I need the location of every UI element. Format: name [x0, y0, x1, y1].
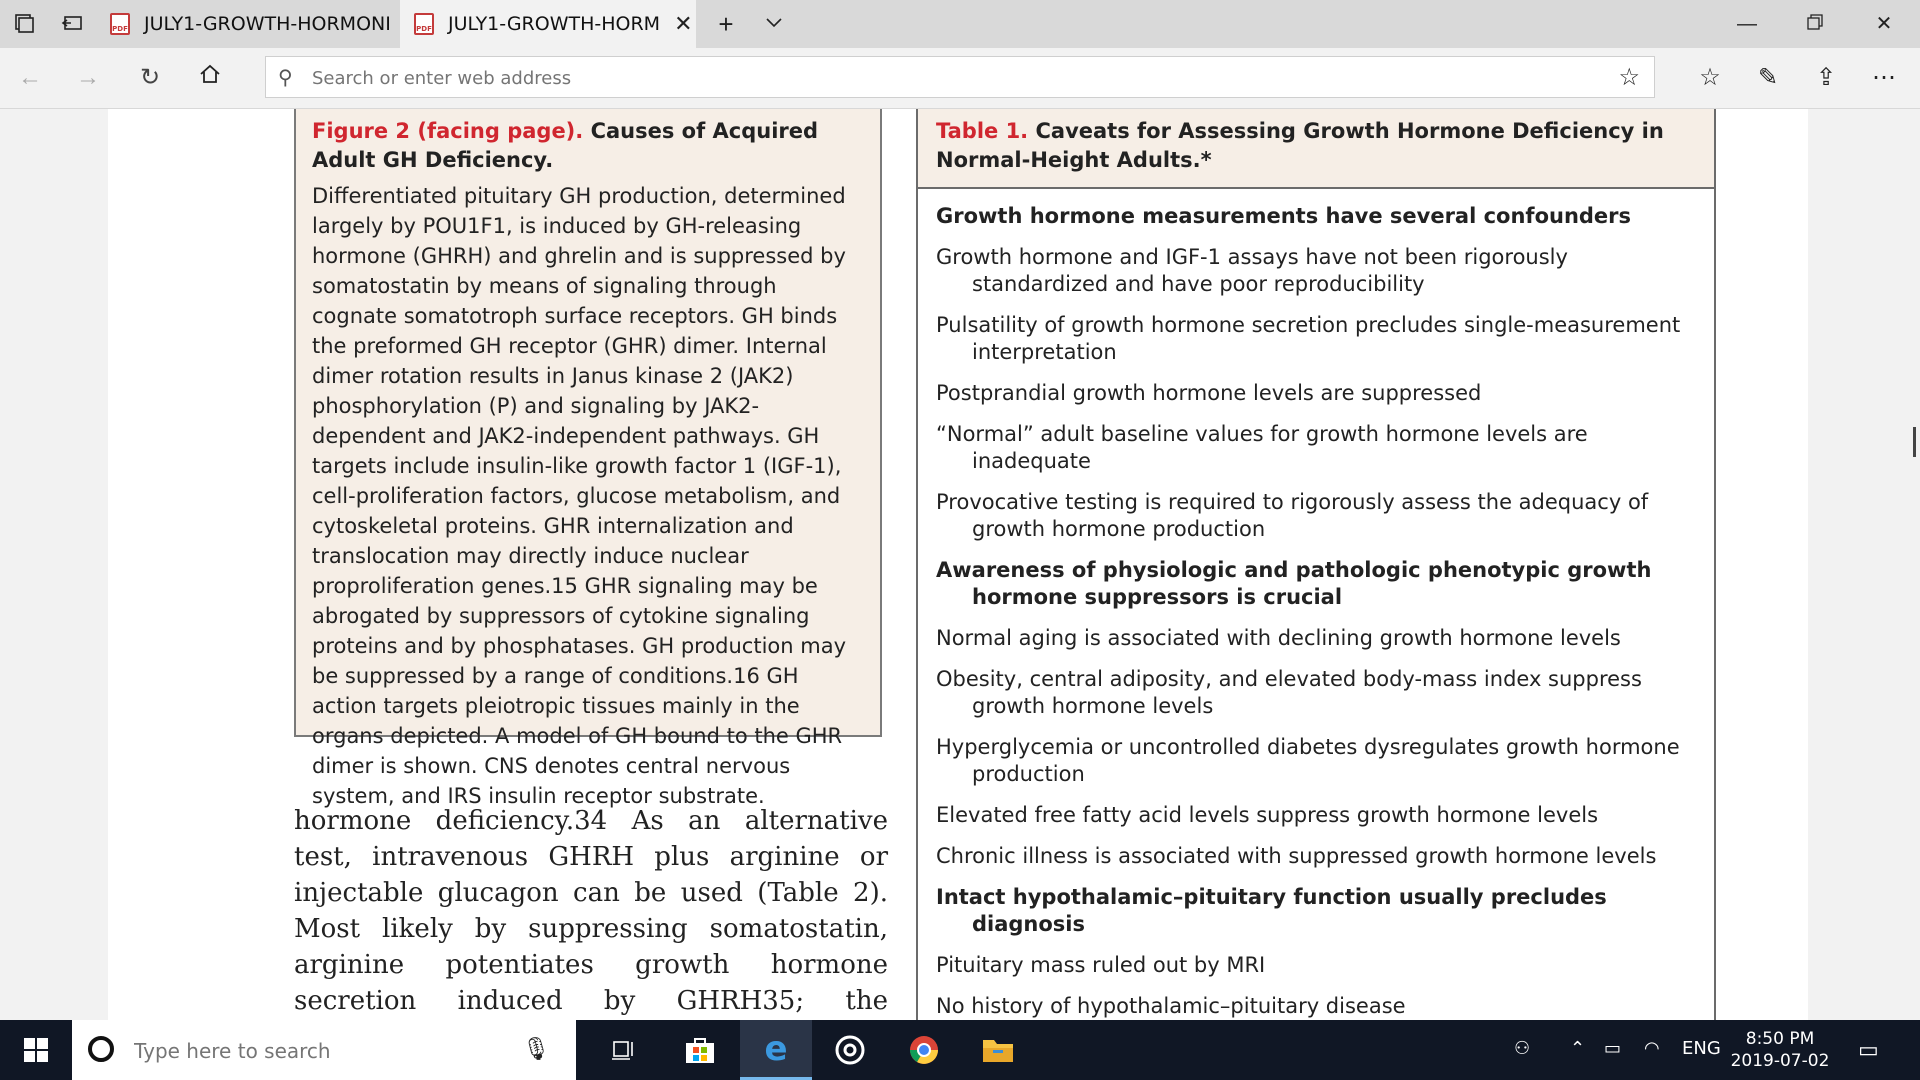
- table-row: Hyperglycemia or uncontrolled diabetes dysregulates growth hormone production: [936, 735, 1680, 786]
- cortana-icon: [88, 1036, 114, 1062]
- share-icon[interactable]: ⇪: [1815, 64, 1837, 91]
- microphone-icon[interactable]: 🎙: [522, 1036, 550, 1061]
- new-tab-icon[interactable]: +: [718, 9, 734, 39]
- tab-bar: [0, 0, 1920, 48]
- table-row: Normal aging is associated with declining growth hormone levels: [936, 626, 1621, 650]
- minimize-button[interactable]: —: [1737, 13, 1757, 35]
- table-row: Pituitary mass ruled out by MRI: [936, 953, 1266, 977]
- notification-icon[interactable]: ▭: [1858, 1038, 1879, 1063]
- taskbar: [0, 1020, 1920, 1080]
- taskbar-search-input[interactable]: [132, 1036, 516, 1066]
- close-tab-icon[interactable]: ✕: [674, 11, 693, 37]
- table-body: [918, 189, 1714, 1020]
- clock-date: 2019-07-02: [1730, 1051, 1830, 1071]
- battery-icon[interactable]: ▭: [1604, 1038, 1622, 1059]
- pdf-icon: PDF: [110, 13, 130, 35]
- edge-browser-icon[interactable]: e: [740, 1020, 812, 1080]
- table-row: Provocative testing is required to rigorously assess the adequacy of growth hormone production: [936, 490, 1649, 541]
- back-arrow-icon[interactable]: ←: [18, 64, 42, 91]
- language-indicator[interactable]: ENG: [1682, 1038, 1721, 1059]
- clock-time: 8:50 PM: [1745, 1029, 1815, 1049]
- address-bar[interactable]: [265, 56, 1655, 98]
- chevron-down-icon[interactable]: [762, 12, 786, 36]
- figure-title: Causes of Acquired Adult GH Deficiency.: [312, 119, 819, 172]
- store-icon[interactable]: [664, 1020, 736, 1080]
- favorites-list-icon[interactable]: ☆: [1699, 64, 1721, 91]
- pdf-page: [108, 109, 1808, 1020]
- tab-label: JULY1-GROWTH-HORM: [448, 13, 661, 35]
- set-aside-tabs-icon[interactable]: [60, 12, 84, 36]
- caveats-table: [916, 109, 1716, 1020]
- table-row: Obesity, central adiposity, and elevated body-mass index suppress growth hormone levels: [936, 667, 1642, 718]
- people-icon[interactable]: ⚇: [1514, 1038, 1531, 1059]
- scrollbar-thumb[interactable]: [1913, 427, 1916, 457]
- system-clock[interactable]: [1720, 1028, 1840, 1072]
- table-row: No history of hypothalamic–pituitary disease: [936, 994, 1406, 1018]
- table-label: Table 1.: [936, 119, 1029, 143]
- windows-logo-icon: [24, 1038, 48, 1062]
- restore-button[interactable]: [1795, 8, 1835, 40]
- table-row: Growth hormone and IGF-1 assays have not been rigorously standardized and have poor reproducibility: [936, 245, 1568, 296]
- table-row: Postprandial growth hormone levels are suppressed: [936, 381, 1482, 405]
- wifi-icon[interactable]: ◠: [1644, 1038, 1660, 1059]
- media-app-icon[interactable]: [814, 1020, 886, 1080]
- table-section-header: Growth hormone measurements have several confounders: [936, 204, 1632, 228]
- close-window-button[interactable]: ✕: [1875, 13, 1893, 35]
- figure-label: Figure 2 (facing page).: [312, 119, 584, 143]
- tab-pdf-1[interactable]: [96, 0, 396, 48]
- figure-caption-box: [294, 109, 882, 808]
- figure-caption-body: Differentiated pituitary GH production, determined largely by POU1F1, is induced by GH-releasing hormone (GHRH) and ghrelin and is suppressed by somatostatin by means of signaling through cognate somatotroph surface receptors. GH binds the preformed GH receptor (GHR) dimer. Internal dimer rotation results in Janus kinase 2 (JAK2) phosphorylation (P) and signaling by JAK2-dependent and JAK2-independent pathways. GH targets include insulin-like growth factor 1 (IGF-1), cell-proliferation factors, glucose metabolism, and cytoskeletal proteins. GHR internalization and translocation may directly induce nuclear proproliferation genes.15 GHR signaling may be abrogated by suppressors of cytokine signaling proteins and by phosphatases. GH production may be suppressed by a range of conditions.16 GH action targets pleiotropic tissues mainly in the organs depicted. A model of GH bound to the GHR dimer is shown. CNS denotes central nervous system, and IRS insulin receptor substrate.: [312, 184, 847, 808]
- file-explorer-icon[interactable]: [962, 1020, 1034, 1080]
- table-section-header: Intact hypothalamic–pituitary function usually precludes diagnosis: [936, 885, 1607, 936]
- taskbar-search[interactable]: [72, 1020, 576, 1080]
- pdf-viewer[interactable]: [0, 109, 1920, 1020]
- table-title: [918, 109, 1714, 189]
- chrome-icon[interactable]: [888, 1020, 960, 1080]
- start-button[interactable]: [0, 1020, 72, 1080]
- table-section-header: Awareness of physiologic and pathologic phenotypic growth hormone suppressors is crucial: [936, 558, 1652, 609]
- forward-arrow-icon[interactable]: →: [76, 64, 100, 91]
- refresh-icon[interactable]: ↻: [139, 64, 161, 91]
- tab-pdf-2[interactable]: [400, 0, 696, 48]
- star-icon[interactable]: ☆: [1618, 64, 1640, 91]
- table-caption: Caveats for Assessing Growth Hormone Deficiency in Normal-Height Adults.*: [936, 119, 1664, 172]
- figure-caption-title: [312, 117, 864, 175]
- search-icon: ⚲: [278, 67, 293, 89]
- tab-manager-icon[interactable]: [12, 12, 36, 36]
- address-input[interactable]: [310, 63, 1564, 93]
- table-row: Pulsatility of growth hormone secretion precludes single-measurement interpretation: [936, 313, 1681, 364]
- pdf-icon: PDF: [414, 13, 434, 35]
- home-icon[interactable]: [194, 62, 226, 94]
- body-paragraph: hormone deficiency.34 As an alternative test, intravenous GHRH plus arginine or injectable glucagon can be used (Table 2). Most likely by suppressing somatostatin, arginine potentiates growth hormone secretion induced by GHRH35; the: [294, 806, 888, 1016]
- pen-icon[interactable]: ✎: [1757, 64, 1779, 91]
- task-view-icon[interactable]: [588, 1020, 660, 1080]
- navigation-bar: [0, 48, 1920, 109]
- table-row: Chronic illness is associated with suppressed growth hormone levels: [936, 844, 1657, 868]
- table-row: Elevated free fatty acid levels suppress growth hormone levels: [936, 803, 1599, 827]
- table-row: “Normal” adult baseline values for growth hormone levels are inadequate: [936, 422, 1588, 473]
- more-icon[interactable]: ⋯: [1872, 64, 1896, 91]
- tab-label: JULY1-GROWTH-HORMONI: [144, 13, 391, 35]
- chevron-up-icon[interactable]: ⌃: [1570, 1038, 1586, 1059]
